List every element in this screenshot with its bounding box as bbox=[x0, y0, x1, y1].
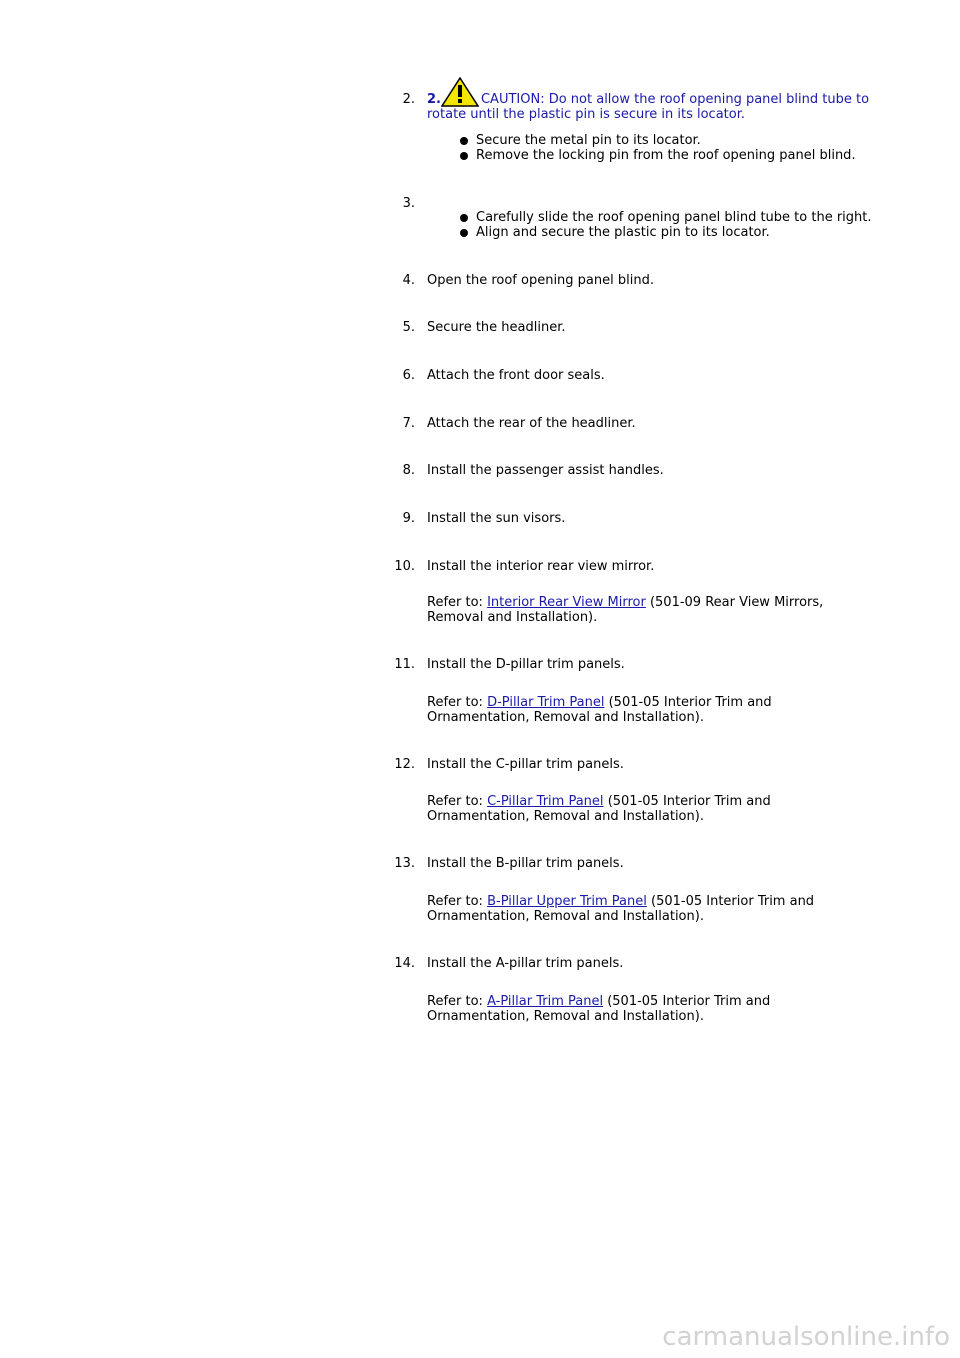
refer-label: Refer to: bbox=[427, 994, 483, 1009]
reference-link[interactable]: C-Pillar Trim Panel bbox=[487, 794, 604, 809]
reference-detail: (501-05 Interior Trim and Ornamentation, Removal and Installation). bbox=[427, 695, 772, 725]
watermark: carmanualsonline.info bbox=[662, 1322, 950, 1352]
step-number: 5. bbox=[402, 320, 415, 335]
refer-label: Refer to: bbox=[427, 894, 483, 909]
reference-link[interactable]: B-Pillar Upper Trim Panel bbox=[487, 894, 647, 909]
step-number: 10. bbox=[394, 559, 415, 574]
step-text: Install the A-pillar trim panels. bbox=[427, 956, 624, 971]
step-text: Install the passenger assist handles. bbox=[427, 463, 664, 478]
reference bbox=[427, 894, 847, 924]
step-number: 14. bbox=[394, 956, 415, 971]
reference bbox=[427, 695, 807, 725]
step-number: 4. bbox=[402, 273, 415, 288]
step-number: 11. bbox=[394, 657, 415, 672]
step-number: 7. bbox=[402, 416, 415, 431]
bullet-icon bbox=[460, 137, 468, 145]
step-text: Install the interior rear view mirror. bbox=[427, 559, 655, 574]
reference-detail: (501-05 Interior Trim and Ornamentation, Removal and Installation). bbox=[427, 794, 771, 824]
step-number: 3. bbox=[402, 196, 415, 211]
step-label: 2. bbox=[427, 92, 441, 107]
refer-label: Refer to: bbox=[427, 794, 483, 809]
step-text: Install the D-pillar trim panels. bbox=[427, 657, 625, 672]
step-text: Install the B-pillar trim panels. bbox=[427, 856, 624, 871]
step-text: Open the roof opening panel blind. bbox=[427, 273, 654, 288]
bullet-icon bbox=[460, 229, 468, 237]
step-number: 12. bbox=[394, 757, 415, 772]
reference-detail: (501-05 Interior Trim and Ornamentation, Removal and Installation). bbox=[427, 994, 771, 1024]
bullet-icon bbox=[460, 214, 468, 222]
bullet-icon bbox=[460, 152, 468, 160]
step-number: 2. bbox=[402, 92, 415, 107]
step-text: Attach the front door seals. bbox=[427, 368, 605, 383]
refer-label: Refer to: bbox=[427, 595, 483, 610]
reference-detail: (501-09 Rear View Mirrors, Removal and Installation). bbox=[427, 595, 824, 625]
refer-label: Refer to: bbox=[427, 695, 483, 710]
reference-detail: (501-05 Interior Trim and Ornamentation, Removal and Installation). bbox=[427, 894, 815, 924]
step-number: 13. bbox=[394, 856, 415, 871]
step-number: 6. bbox=[402, 368, 415, 383]
reference bbox=[427, 595, 847, 625]
caution-message: CAUTION: Do not allow the roof opening panel blind tube to rotate until the plastic pin is secure in its locator. bbox=[427, 92, 870, 122]
step-text: Attach the rear of the headliner. bbox=[427, 416, 636, 431]
reference bbox=[427, 994, 807, 1024]
step-number: 8. bbox=[402, 463, 415, 478]
step-number: 9. bbox=[402, 511, 415, 526]
caution-text bbox=[427, 92, 897, 122]
reference-link[interactable]: A-Pillar Trim Panel bbox=[487, 994, 604, 1009]
reference bbox=[427, 794, 807, 824]
bullet-item: Align and secure the plastic pin to its locator. bbox=[476, 225, 770, 240]
bullet-item: Remove the locking pin from the roof opening panel blind. bbox=[476, 148, 856, 163]
step-text: Secure the headliner. bbox=[427, 320, 566, 335]
reference-link[interactable]: D-Pillar Trim Panel bbox=[487, 695, 605, 710]
step-text: Install the C-pillar trim panels. bbox=[427, 757, 624, 772]
bullet-item: Secure the metal pin to its locator. bbox=[476, 133, 701, 148]
step-text: Install the sun visors. bbox=[427, 511, 566, 526]
bullet-item: Carefully slide the roof opening panel blind tube to the right. bbox=[476, 210, 872, 225]
reference-link[interactable]: Interior Rear View Mirror bbox=[487, 595, 646, 610]
